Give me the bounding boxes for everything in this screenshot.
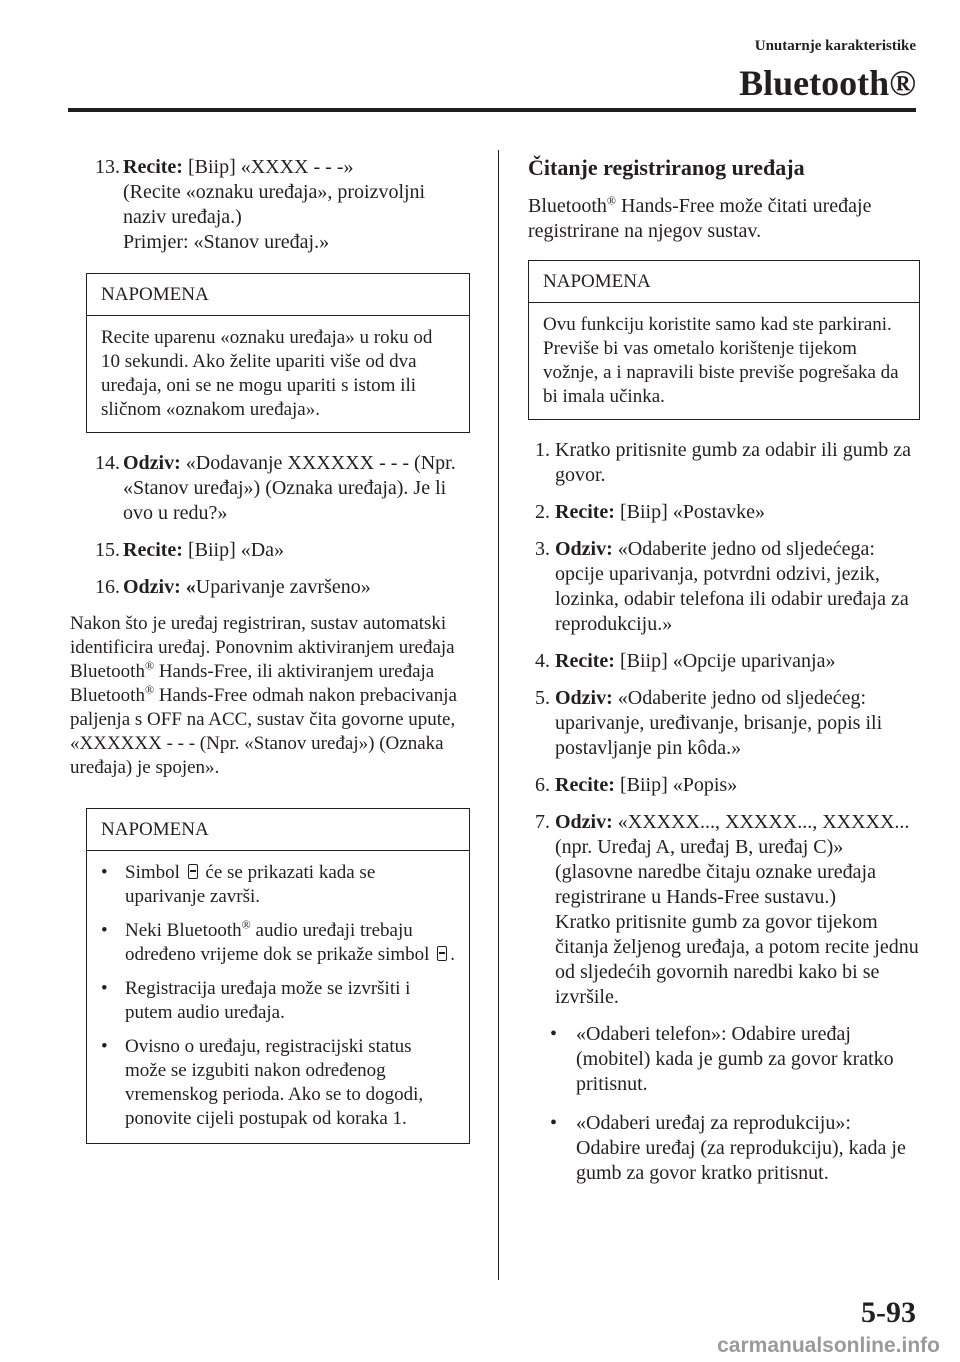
- intro-paragraph: Bluetooth® Hands-Free može čitati uređaje registrirane na njegov sustav.: [528, 193, 872, 242]
- sub-bullet: • «Odaberi uređaj za reprodukciju»: Odabire uređaj (za reprodukciju), kada je gumb za govor kratko pritisnut.: [550, 1112, 906, 1184]
- bullet-dot: •: [101, 978, 108, 999]
- step-1: 1. Kratko pritisnite gumb za odabir ili gumb za govor.: [535, 439, 912, 486]
- note-bullet: • Ovisno o uređaju, registracijski status može se izgubiti nakon određenog vremenskog perioda. Ako se to dogodi, ponovite cijeli postupak od koraka 1.: [101, 1036, 424, 1129]
- page-number: 5-93: [861, 1296, 916, 1329]
- note-box: [86, 273, 470, 433]
- step-15: [70, 538, 470, 563]
- note-text: Ovu funkciju koristite samo kad ste parkirani. Previše bi vas ometalo korištenje tijekom vožnje, a i napravili biste previše pogrešaka da bi imala učinka.: [543, 314, 899, 407]
- note-box: [528, 260, 920, 420]
- watermark: carmanualsonline.info: [717, 1334, 940, 1357]
- bullet-dot: •: [101, 862, 108, 883]
- step-text: (Recite «oznaku uređaja», proizvoljni naziv uređaja.): [123, 181, 426, 228]
- step-2: 2. Recite: [Biip] «Postavke»: [535, 501, 765, 523]
- step-13: [70, 155, 470, 255]
- note-text: Recite uparenu «oznaku uređaja» u roku od 10 sekundi. Ako želite upariti više od dva uređaja, oni se ne mogu upariti s istom ili sličnom «oznakom uređaja».: [101, 327, 433, 420]
- step-3: 3. Odziv: «Odaberite jedno od sljedećega: opcije uparivanja, potvrdni odzivi, jezik, lozinka, odabir telefona ili odabir uređaja za reprodukciju.»: [535, 538, 909, 635]
- reg-mark: ®: [144, 658, 155, 673]
- note-heading: NAPOMENA: [87, 274, 469, 316]
- step-7: 7. Odziv: «XXXXX..., XXXXX..., XXXXX... (npr. Uređaj A, uređaj B, uređaj C)» (glasovne naredbe čitaju oznake uređaja registrirane u Hands-Free sustavu.) Kratko pritisnite gumb za govor tijekom čitanja željenog uređaja, a potom recite jednu od sljedećih govornih naredbi kako bi se izvršile.: [535, 811, 919, 1008]
- para-text: Nakon što je uređaj registriran, sustav automatski identificira uređaj. Ponovnim aktiviranjem uređaja Bluetooth: [70, 613, 455, 682]
- step-keyword: Odziv:: [123, 452, 181, 474]
- step-keyword: Recite:: [123, 539, 183, 561]
- step-keyword: Odziv: «: [123, 576, 196, 598]
- step-text: «Dodavanje XXXXXX - - - (Npr. «Stanov uređaj») (Oznaka uređaja). Je li ovo u redu?»: [123, 452, 456, 524]
- step-16: [70, 575, 470, 600]
- step-6: 6. Recite: [Biip] «Popis»: [535, 774, 738, 796]
- step-14: [70, 451, 470, 526]
- left-column: [70, 155, 470, 1162]
- reg-mark: ®: [144, 682, 155, 697]
- step-number: 14.: [95, 452, 120, 474]
- step-4: 4. Recite: [Biip] «Opcije uparivanja»: [535, 650, 836, 672]
- step-5: 5. Odziv: «Odaberite jedno od sljedećeg: uparivanje, uređivanje, brisanje, popis ili postavljanje pin kôda.»: [535, 687, 883, 759]
- bullet-dot: •: [101, 1036, 108, 1057]
- column-divider: [498, 150, 499, 1280]
- section-title: Čitanje registriranog uređaja: [528, 155, 805, 180]
- note-bullet: • Simbol će se prikazati kada se uparivanje završi.: [101, 862, 376, 907]
- phone-battery-icon: [437, 946, 447, 961]
- step-text: [Biip] «XXXX - - -»: [182, 156, 354, 178]
- bullet-dot: •: [101, 920, 108, 941]
- phone-battery-icon: [188, 864, 198, 879]
- body-paragraph: [70, 612, 470, 780]
- sub-bullet: • «Odaberi telefon»: Odabire uređaj (mobitel) kada je gumb za govor kratko pritisnut.: [550, 1023, 894, 1095]
- step-text: Uparivanje završeno»: [195, 576, 371, 598]
- note-bullet: • Registracija uređaja može se izvršiti i putem audio uređaja.: [101, 978, 411, 1023]
- para-text: Hands-Free odmah nakon prebacivanja paljenja s OFF na ACC, sustav čita govorne upute, «XXXXXX - - - (Npr. «Stanov uređaj») (Oznaka uređaja) je spojen».: [70, 685, 457, 778]
- step-number: 15.: [95, 539, 120, 561]
- reg-mark: ®: [241, 917, 251, 932]
- step-text: Primjer: «Stanov uređaj.»: [123, 231, 330, 253]
- note-heading: NAPOMENA: [529, 261, 919, 303]
- right-column: [528, 155, 920, 1186]
- step-text: [Biip] «Da»: [182, 539, 285, 561]
- page-title: Bluetooth®: [739, 63, 916, 103]
- reg-mark: ®: [606, 193, 617, 208]
- step-number: 16.: [95, 576, 120, 598]
- step-keyword: Recite:: [123, 156, 183, 178]
- note-heading: NAPOMENA: [87, 809, 469, 851]
- step-number: 13.: [95, 156, 120, 178]
- header-rule: [68, 108, 916, 112]
- note-bullet: • Neki Bluetooth® audio uređaji trebaju određeno vrijeme dok se prikaže simbol .: [101, 917, 455, 965]
- para-text: Hands-Free, ili aktiviranjem uređaja Bluetooth: [70, 661, 435, 706]
- header-subtitle: Unutarnje karakteristike: [754, 38, 916, 54]
- note-box: [86, 808, 470, 1144]
